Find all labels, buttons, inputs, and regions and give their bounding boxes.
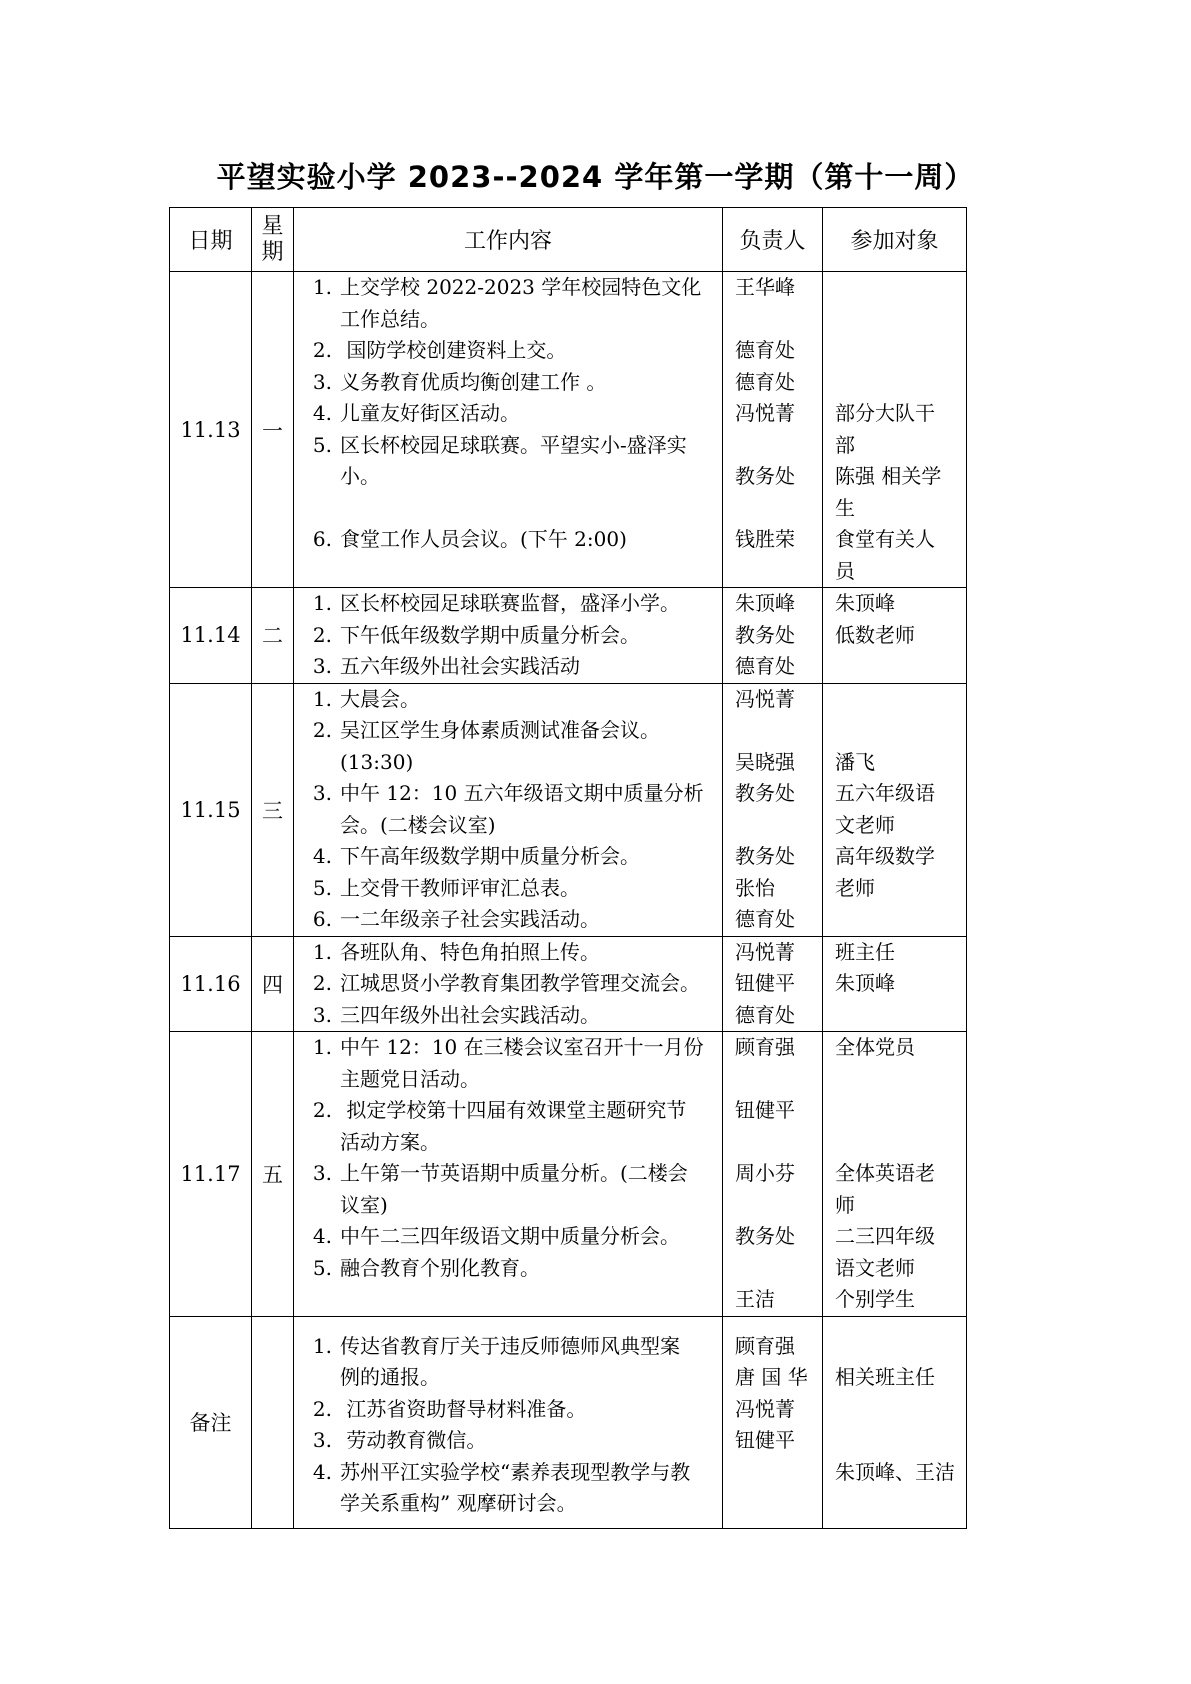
weekday-cell: 四 (252, 936, 294, 1032)
work-item-line (294, 1425, 722, 1457)
item-text: 儿童友好街区活动。 (340, 401, 520, 425)
work-item-line (294, 620, 722, 652)
responsible-name: 顾育强 (735, 1333, 795, 1358)
responsible-name (723, 304, 822, 336)
item-number: 4. (312, 844, 332, 868)
responsible-name: 冯悦菁 (735, 686, 795, 711)
participant-text: 全体英语老 (835, 1161, 935, 1185)
responsible-name: 唐 国 华 (735, 1365, 808, 1389)
work-item-line (294, 841, 722, 873)
work-item-line (294, 1394, 722, 1426)
item-number: 1. (312, 591, 332, 615)
weekday-cell: 一 (252, 272, 294, 588)
participant-text (823, 715, 966, 747)
responsible-name (723, 556, 822, 588)
responsible-cell (723, 1316, 823, 1528)
item-text: 融合教育个别化教育。 (340, 1255, 540, 1280)
work-item-line (294, 493, 722, 525)
responsible-name (723, 1127, 822, 1159)
item-text: 一二年级亲子社会实践活动。 (340, 907, 600, 931)
page-title: 平望实验小学 2023--2024 学年第一学期（第十一周） (216, 160, 975, 194)
item-text: 大晨会。 (340, 686, 420, 711)
item-number: 5. (312, 432, 332, 457)
work-item-line (294, 1362, 722, 1394)
item-text: 吴江区学生身体素质测试准备会议。 (340, 718, 660, 742)
item-number: 4. (312, 1459, 332, 1484)
work-item-line (294, 398, 722, 430)
responsible-name: 德育处 (735, 338, 795, 362)
participant-text (823, 1331, 966, 1363)
responsible-name (723, 810, 822, 842)
work-item-line (294, 1221, 722, 1253)
work-item-line (294, 810, 722, 842)
work-item-line (294, 715, 722, 747)
item-number: 5. (312, 875, 332, 900)
participant-text: 朱顶峰 (835, 591, 895, 615)
work-item-line (294, 747, 722, 779)
item-text: 上交学校 2022-2023 学年校园特色文化 (340, 275, 702, 299)
work-item-line (294, 304, 722, 336)
item-text: 中午 12：10 在三楼会议室召开十一月份 (340, 1035, 704, 1059)
responsible-name (723, 493, 822, 525)
item-text: 义务教育优质均衡创建工作 。 (340, 369, 607, 394)
participant-text: 高年级数学 (835, 844, 935, 868)
responsible-name: 冯悦菁 (735, 401, 795, 425)
participant-text: 朱顶峰、王洁 (835, 1459, 955, 1484)
responsible-name: 教务处 (735, 622, 795, 647)
weekday-cell: 五 (252, 1032, 294, 1317)
work-item-line (294, 556, 722, 588)
item-text: 活动方案。 (340, 1129, 440, 1154)
work-item-line (294, 367, 722, 399)
responsible-name: 教务处 (735, 1224, 795, 1248)
participant-text (823, 272, 966, 304)
item-text: 例的通报。 (340, 1365, 440, 1389)
participant-text: 部 (835, 432, 855, 457)
participant-text: 低数老师 (835, 622, 915, 647)
content-cell (294, 272, 723, 588)
participant-text: 文老师 (835, 812, 895, 837)
work-item-line (294, 1331, 722, 1363)
participant-text: 五六年级语 (835, 781, 935, 805)
participants-cell (823, 272, 967, 588)
responsible-name: 钮健平 (735, 1428, 795, 1452)
responsible-name: 王华峰 (735, 275, 795, 299)
participant-text (823, 304, 966, 336)
content-cell (294, 683, 723, 936)
item-text: 江城思贤小学教育集团教学管理交流会。 (340, 971, 700, 995)
item-number (294, 1127, 340, 1159)
table-body (170, 272, 967, 1529)
item-number (294, 1284, 340, 1316)
work-item-line (294, 684, 722, 716)
item-number: 2. (312, 718, 332, 742)
item-number: 4. (312, 401, 332, 425)
work-item-line (294, 904, 722, 936)
item-number (294, 1488, 340, 1520)
date-cell: 11.14 (170, 588, 252, 684)
header-weekday (252, 208, 294, 272)
responsible-name (723, 1064, 822, 1096)
header-content: 工作内容 (294, 208, 723, 272)
item-text: (13:30) (340, 749, 414, 774)
table-row (170, 683, 967, 936)
item-text (340, 493, 722, 525)
header-participants: 参加对象 (823, 208, 967, 272)
item-text: 中午 12：10 五六年级语文期中质量分析 (340, 781, 704, 805)
work-item-line (294, 1000, 722, 1032)
responsible-cell (723, 272, 823, 588)
item-text: 主题党日活动。 (340, 1066, 480, 1091)
participant-text: 生 (835, 495, 855, 520)
responsible-name: 张怡 (735, 875, 775, 900)
work-item-line (294, 778, 722, 810)
date-cell: 11.16 (170, 936, 252, 1032)
date-cell: 11.13 (170, 272, 252, 588)
participant-text (823, 684, 966, 716)
responsible-name: 钮健平 (735, 1098, 795, 1122)
participants-cell (823, 1032, 967, 1317)
item-number (294, 461, 340, 493)
responsible-name (723, 1190, 822, 1222)
participant-text (823, 1095, 966, 1127)
responsible-cell (723, 683, 823, 936)
work-item-line (294, 461, 722, 493)
work-item-line (294, 873, 722, 905)
item-text: 上交骨干教师评审汇总表。 (340, 875, 580, 900)
participant-text (823, 1488, 966, 1520)
responsible-name (723, 1253, 822, 1285)
responsible-name: 顾育强 (735, 1035, 795, 1059)
item-text: 各班队角、特色角拍照上传。 (340, 939, 600, 964)
participant-text: 员 (835, 558, 855, 583)
work-item-line (294, 1190, 722, 1222)
participant-text (823, 367, 966, 399)
item-text: 学关系重构” 观摩研讨会。 (340, 1491, 577, 1515)
participants-cell (823, 1316, 967, 1528)
item-text: 议室) (340, 1192, 388, 1217)
participant-text: 食堂有关人 (835, 527, 935, 551)
item-number (294, 1190, 340, 1222)
weekday-cell (252, 1316, 294, 1528)
work-item-line (294, 1064, 722, 1096)
item-number: 2. (312, 1396, 332, 1421)
participant-text (823, 1394, 966, 1426)
responsible-name: 周小芬 (735, 1161, 795, 1185)
responsible-name: 德育处 (735, 369, 795, 394)
header-responsible: 负责人 (723, 208, 823, 272)
participants-cell (823, 588, 967, 684)
responsible-name: 教务处 (735, 464, 795, 488)
participant-text (823, 651, 966, 683)
participant-text: 班主任 (835, 939, 895, 964)
item-number (294, 304, 340, 336)
responsible-cell (723, 936, 823, 1032)
item-number: 3. (312, 1002, 332, 1027)
participant-text: 相关班主任 (835, 1365, 935, 1389)
participant-text (823, 335, 966, 367)
participant-text: 陈强 相关学 (835, 464, 942, 488)
item-text: 区长杯校园足球联赛监督，盛泽小学。 (340, 591, 680, 615)
participant-text: 二三四年级 (835, 1224, 935, 1248)
participant-text (823, 904, 966, 936)
item-number (294, 1064, 340, 1096)
responsible-name: 钱胜荣 (735, 527, 795, 551)
item-text: 食堂工作人员会议。(下午 2:00) (340, 527, 627, 551)
participant-text: 朱顶峰 (835, 971, 895, 995)
item-number: 5. (312, 1255, 332, 1280)
responsible-name: 吴晓强 (735, 749, 795, 774)
item-text: 下午高年级数学期中质量分析会。 (340, 844, 640, 868)
date-cell: 11.15 (170, 683, 252, 936)
item-number: 1. (312, 686, 332, 711)
participant-text: 潘飞 (835, 749, 875, 774)
work-item-line (294, 335, 722, 367)
schedule-table (169, 207, 967, 1529)
item-text: 会。(二楼会议室) (340, 812, 496, 837)
item-number: 1. (312, 1035, 332, 1059)
item-text: 劳动教育微信。 (340, 1428, 487, 1452)
responsible-name: 教务处 (735, 781, 795, 805)
item-number: 1. (312, 939, 332, 964)
participant-text: 全体党员 (835, 1035, 915, 1059)
participant-text: 语文老师 (835, 1255, 915, 1280)
date-cell: 11.17 (170, 1032, 252, 1317)
table-row (170, 1316, 967, 1528)
item-text: 小。 (340, 464, 380, 488)
participant-text (823, 1127, 966, 1159)
work-item-line (294, 1284, 722, 1316)
responsible-name (723, 715, 822, 747)
work-item-line (294, 968, 722, 1000)
responsible-cell (723, 588, 823, 684)
responsible-name: 王洁 (735, 1287, 775, 1311)
responsible-name: 朱顶峰 (735, 591, 795, 615)
item-text: 中午二三四年级语文期中质量分析会。 (340, 1224, 680, 1248)
table-row (170, 272, 967, 588)
item-number (294, 493, 340, 525)
item-text: 苏州平江实验学校“素养表现型教学与教 (340, 1459, 691, 1484)
responsible-name (723, 430, 822, 462)
item-text: 区长杯校园足球联赛。平望实小-盛泽实 (340, 432, 687, 457)
work-item-line (294, 430, 722, 462)
participant-text (823, 1425, 966, 1457)
item-text: 五六年级外出社会实践活动 (340, 654, 580, 678)
item-text (340, 1284, 722, 1316)
item-number: 3. (312, 781, 332, 805)
item-number: 4. (312, 1224, 332, 1248)
responsible-name: 教务处 (735, 844, 795, 868)
item-number: 3. (312, 369, 332, 394)
participant-text (823, 1064, 966, 1096)
item-text: 拟定学校第十四届有效课堂主题研究节 (340, 1098, 687, 1122)
work-item-line (294, 1253, 722, 1285)
participant-text (823, 1000, 966, 1032)
item-text (340, 556, 722, 588)
responsible-name: 冯悦菁 (735, 1396, 795, 1421)
item-number: 1. (312, 1333, 332, 1358)
responsible-name: 德育处 (735, 907, 795, 931)
item-text: 上午第一节英语期中质量分析。(二楼会 (340, 1161, 688, 1185)
participants-cell (823, 936, 967, 1032)
weekday-cell: 三 (252, 683, 294, 936)
work-item-line (294, 1488, 722, 1520)
table-row (170, 1032, 967, 1317)
item-number: 3. (312, 654, 332, 678)
item-text: 三四年级外出社会实践活动。 (340, 1002, 600, 1027)
item-text: 工作总结。 (340, 306, 440, 331)
item-number (294, 810, 340, 842)
item-number: 6. (312, 907, 332, 931)
header-weekday-text: 星期 (261, 213, 284, 265)
participant-text: 个别学生 (835, 1287, 915, 1311)
work-item-line (294, 1457, 722, 1489)
responsible-name (723, 1457, 822, 1489)
item-text: 下午低年级数学期中质量分析会。 (340, 622, 640, 647)
table-row (170, 588, 967, 684)
work-item-line (294, 1158, 722, 1190)
item-number (294, 556, 340, 588)
item-number (294, 1362, 340, 1394)
item-number: 1. (312, 275, 332, 299)
item-number: 2. (312, 971, 332, 995)
header-date: 日期 (170, 208, 252, 272)
item-number: 3. (312, 1428, 332, 1452)
content-cell (294, 936, 723, 1032)
work-item-line (294, 272, 722, 304)
participant-text: 师 (835, 1192, 855, 1217)
item-text: 江苏省资助督导材料准备。 (340, 1396, 587, 1421)
responsible-name: 冯悦菁 (735, 939, 795, 964)
item-number (294, 747, 340, 779)
responsible-cell (723, 1032, 823, 1317)
weekday-cell: 二 (252, 588, 294, 684)
item-number: 2. (312, 1098, 332, 1122)
work-item-line (294, 588, 722, 620)
work-item-line (294, 651, 722, 683)
table-row (170, 936, 967, 1032)
responsible-name (723, 1488, 822, 1520)
table-header-row (170, 208, 967, 272)
work-item-line (294, 937, 722, 969)
item-number: 6. (312, 527, 332, 551)
participants-cell (823, 683, 967, 936)
responsible-name: 德育处 (735, 1002, 795, 1027)
item-number: 3. (312, 1161, 332, 1185)
work-item-line (294, 1095, 722, 1127)
responsible-name: 德育处 (735, 654, 795, 678)
participant-text: 部分大队干 (835, 401, 935, 425)
work-item-line (294, 1032, 722, 1064)
item-text: 国防学校创建资料上交。 (340, 338, 567, 362)
item-text: 传达省教育厅关于违反师德师风典型案 (340, 1333, 680, 1358)
work-item-line (294, 1127, 722, 1159)
work-item-line (294, 524, 722, 556)
responsible-name: 钮健平 (735, 971, 795, 995)
participant-text: 老师 (835, 875, 875, 900)
item-number: 2. (312, 338, 332, 362)
item-number: 2. (312, 622, 332, 647)
date-cell: 备注 (170, 1316, 252, 1528)
content-cell (294, 1032, 723, 1317)
content-cell (294, 588, 723, 684)
content-cell (294, 1316, 723, 1528)
